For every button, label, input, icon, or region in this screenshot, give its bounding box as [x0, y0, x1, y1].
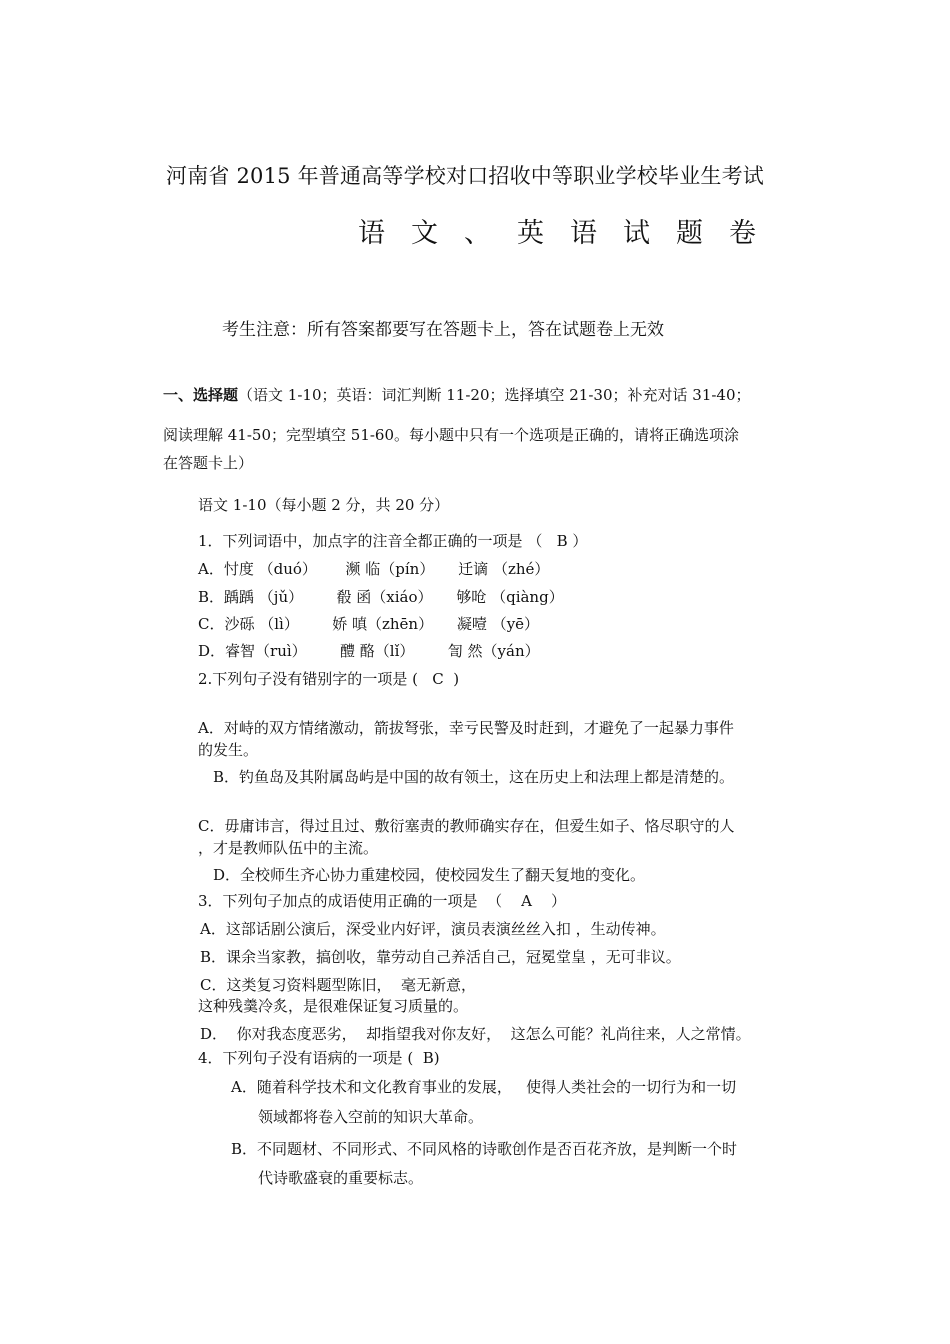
question-1-option-d: D．睿智（ruì） 醴 酪（lǐ） 訇 然（yán）	[198, 642, 540, 660]
question-3-option-a: A．这部话剧公演后，深受业内好评，演员表演丝丝入扣 ，生动传神。	[200, 920, 666, 938]
subsection-label: 语文	[198, 496, 229, 514]
question-3-option-d: D． 你对我态度恶劣， 却指望我对你友好， 这怎么可能？礼尚往来，人之常情。	[200, 1025, 751, 1043]
question-4-stem: 4．下列句子没有语病的一项是 ( B)	[198, 1049, 440, 1067]
question-3-option-c-cont: 这种残羹冷炙，是很难保证复习质量的。	[198, 997, 469, 1015]
question-2-option-c: C．毋庸讳言，得过且过、敷衍塞责的教师确实存在，但爱生如子、恪尽职守的人	[198, 817, 735, 835]
paper-title-char: 卷	[729, 218, 756, 249]
question-1-stem: 1．下列词语中，加点字的注音全都正确的一项是 （ B ）	[198, 532, 588, 550]
question-4-option-a-cont: 领域都将卷入空前的知识大革命。	[258, 1108, 484, 1126]
question-3-option-b: B．课余当家教，搞创收，靠劳动自己养活自己，冠冕堂皇 ，无可非议。	[200, 948, 681, 966]
question-3-stem: 3．下列句子加点的成语使用正确的一项是 （ A ）	[198, 892, 567, 910]
question-1-option-a: A．忖度 （duó） 濒 临（pín） 迁谪 （zhé）	[198, 560, 550, 578]
paper-title-char: 英	[517, 218, 544, 249]
question-4-option-a: A．随着科学技术和文化教育事业的发展， 使得人类社会的一切行为和一切	[231, 1078, 737, 1096]
question-2-option-b: B．钓鱼岛及其附属岛屿是中国的故有领土，这在历史上和法理上都是清楚的。	[213, 768, 735, 786]
question-4-option-b-cont: 代诗歌盛衰的重要标志。	[258, 1169, 424, 1187]
paper-title-char: 题	[676, 218, 703, 249]
paper-title-char: 、	[464, 218, 491, 249]
question-2-option-a-cont: 的发生。	[198, 741, 259, 759]
subsection-heading	[198, 495, 449, 515]
section-desc: （语文 1-10；英语：词汇判断 11-20；选择填空 21-30；补充对话 31-40；	[238, 386, 751, 404]
section-desc: 阅读理解 41-50；完型填空 51-60。每小题中只有一个选项是正确的，请将正确选项涂	[163, 426, 740, 444]
question-1-option-b: B．踽踽 （jǔ） 殽 函（xiáo） 够呛 （qiàng）	[198, 588, 564, 606]
section-heading: 一、选择题	[163, 386, 239, 404]
section-heading-line	[163, 385, 751, 405]
question-1-option-c: C．沙砾 （lì） 娇 嗔（zhēn） 凝噎 （yē）	[198, 615, 540, 633]
paper-title-char: 文	[411, 218, 438, 249]
question-2-option-c-cont: ，才是教师队伍中的主流。	[198, 839, 379, 857]
paper-title-char: 语	[570, 218, 597, 249]
section-desc: 在答题卡上）	[163, 454, 254, 472]
paper-title-char: 语	[358, 218, 385, 249]
subsection-rest: 1-10（每小题 2 分，共 20 分）	[228, 496, 450, 514]
paper-title-char: 试	[623, 218, 650, 249]
question-3-option-c: C．这类复习资料题型陈旧， 毫无新意，	[200, 976, 477, 994]
exam-notice: 考生注意：所有答案都要写在答题卡上，答在试题卷上无效	[222, 320, 664, 340]
question-2-option-a: A．对峙的双方情绪激动，箭拔弩张，幸亏民警及时赶到，才避免了一起暴力事件	[198, 719, 734, 737]
exam-title: 河南省 2015 年普通高等学校对口招收中等职业学校毕业生考试	[166, 164, 764, 188]
question-2-option-d: D．全校师生齐心协力重建校园，使校园发生了翻天复地的变化。	[213, 866, 646, 884]
paper-title	[358, 218, 756, 249]
question-4-option-b: B．不同题材、不同形式、不同风格的诗歌创作是否百花齐放，是判断一个时	[231, 1140, 738, 1158]
question-2-stem: 2.下列句子没有错别字的一项是 ( C )	[198, 670, 460, 688]
